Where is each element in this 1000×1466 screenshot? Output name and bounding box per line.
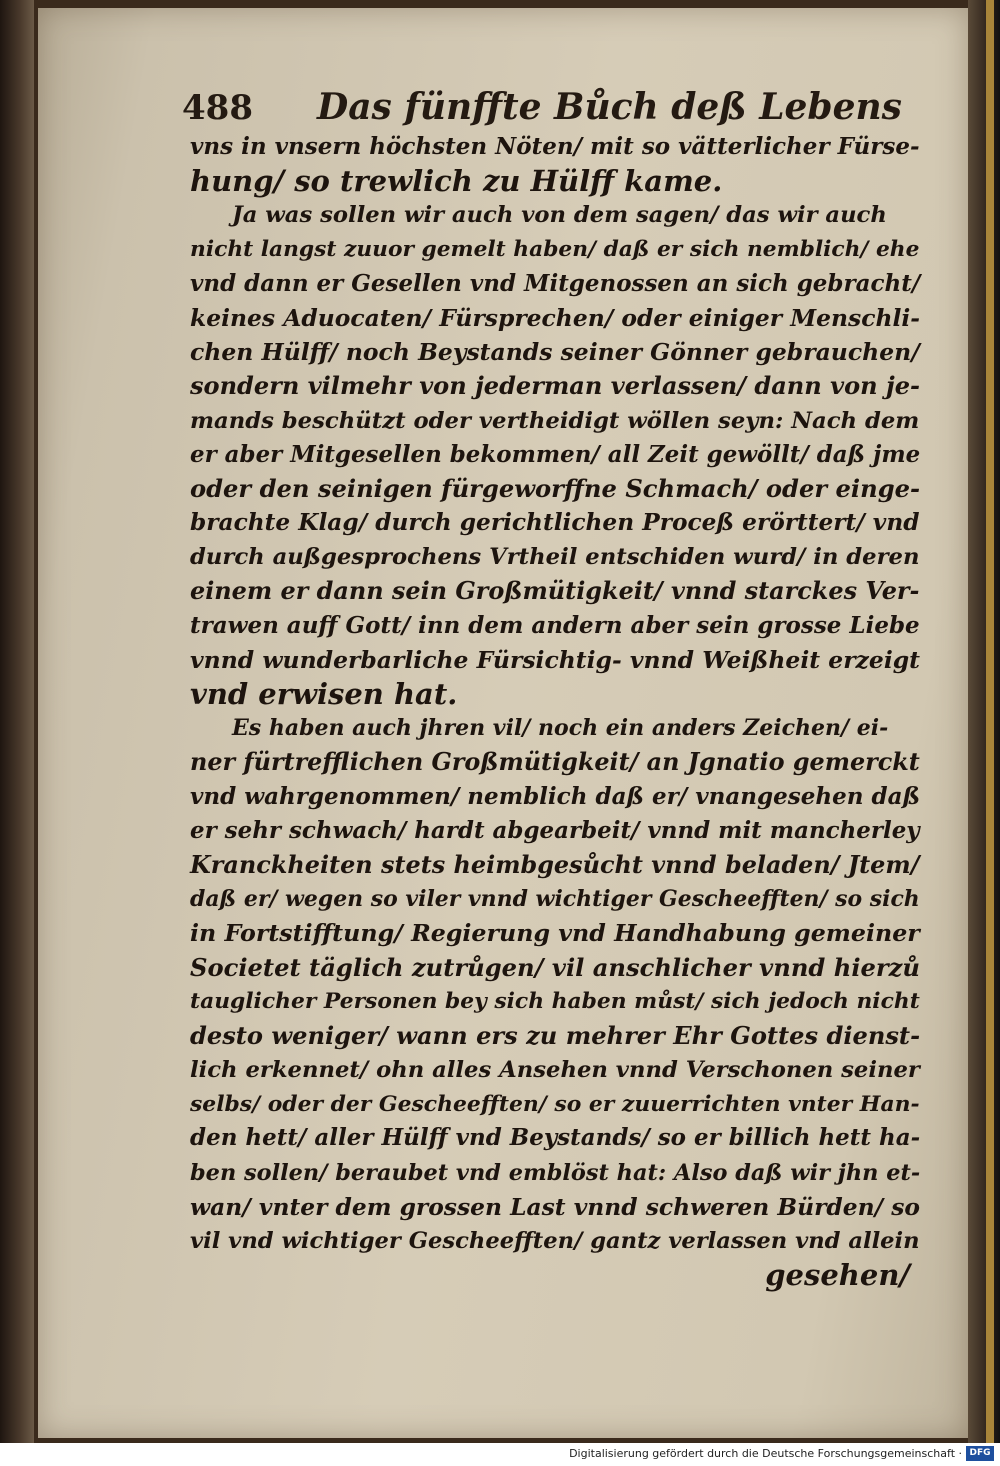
- text-line: oder den seinigen fürgeworffne Schmach/ oder einge-: [190, 473, 921, 503]
- text-line: hung/ so trewlich zu Hülff kame.: [190, 164, 723, 199]
- text-line: Societet täglich zutrůgen/ vil anschlicher vnnd hierzů: [190, 952, 920, 982]
- book-cover-edge: [968, 0, 1000, 1443]
- text-line: gesehen/: [765, 1258, 910, 1293]
- text-line: vnd dann er Gesellen vnd Mitgenossen an sich gebracht/: [190, 269, 921, 297]
- text-line: daß er/ wegen so viler vnnd wichtiger Gescheefften/ so sich: [190, 886, 920, 913]
- cover-gilt-strip: [986, 0, 994, 1443]
- text-line: lich erkennet/ ohn alles Ansehen vnnd Verschonen seiner: [190, 1057, 920, 1084]
- text-line: durch außgesprochens Vrtheil entschiden wurd/ in deren: [190, 544, 920, 571]
- text-line: nicht langst zuuor gemelt haben/ daß er sich nemblich/ ehe: [190, 236, 920, 262]
- dfg-logo[interactable]: DFG: [966, 1446, 994, 1461]
- text-line: vil vnd wichtiger Gescheefften/ gantz verlassen vnd allein: [190, 1228, 920, 1254]
- text-line: vnnd wunderbarliche Fürsichtig- vnnd Weißheit erzeigt: [190, 645, 920, 674]
- running-title: Das fünffte Bůch deß Lebens: [317, 86, 902, 128]
- text-line: sondern vilmehr von jederman verlassen/ dann von je-: [190, 371, 920, 401]
- text-line: mands beschützt oder vertheidigt wöllen seyn: Nach dem: [190, 407, 920, 434]
- page-header: [182, 84, 902, 132]
- text-line: trawen auff Gott/ inn dem andern aber sein grosse Liebe: [190, 611, 920, 639]
- book-binding-edge: [0, 0, 34, 1443]
- text-line: brachte Klag/ durch gerichtlichen Proceß erörttert/ vnd: [190, 509, 920, 537]
- text-line: vnd erwisen hat.: [190, 677, 458, 711]
- digitization-footer: [0, 1443, 1000, 1466]
- text-line: vnd wahrgenommen/ nemblich daß er/ vnangesehen daß: [190, 782, 921, 810]
- text-line: selbs/ oder der Gescheefften/ so er zuuerrichten vnter Han-: [190, 1091, 920, 1118]
- text-line: den hett/ aller Hülff vnd Beystands/ so er billich hett ha-: [190, 1124, 921, 1152]
- body-text: [190, 130, 920, 1292]
- text-line: in Fortstifftung/ Regierung vnd Handhabung gemeiner: [190, 919, 920, 948]
- text-line: keines Aduocaten/ Fürsprechen/ oder einiger Menschli-: [190, 303, 920, 332]
- text-line: ner fürtrefflichen Großmütigkeit/ an Jgnatio gemerckt: [190, 748, 920, 777]
- text-line: wan/ vnter dem grossen Last vnnd schweren Bürden/ so: [190, 1192, 920, 1221]
- text-line: ben sollen/ beraubet vnd emblöst hat: Also daß wir jhn et-: [190, 1159, 921, 1186]
- text-line: Ja was sollen wir auch von dem sagen/ das wir auch: [232, 202, 887, 229]
- text-line: vns in vnsern höchsten Nöten/ mit so vätterlicher Fürse-: [190, 133, 920, 160]
- text-line: desto weniger/ wann ers zu mehrer Ehr Gottes dienst-: [190, 1020, 921, 1050]
- text-line: tauglicher Personen bey sich haben můst/ sich jedoch nicht: [190, 988, 920, 1014]
- text-line: Es haben auch jhren vil/ noch ein anders Zeichen/ ei-: [232, 715, 889, 742]
- text-line: chen Hülff/ noch Beystands seiner Gönner gebrauchen/: [190, 338, 920, 367]
- page-number: 488: [182, 88, 253, 128]
- text-line: einem er dann sein Großmütigkeit/ vnnd starckes Ver-: [190, 577, 920, 606]
- funding-credit: Digitalisierung gefördert durch die Deutsche Forschungsgemeinschaft ·: [569, 1447, 962, 1460]
- text-line: er aber Mitgesellen bekommen/ all Zeit gewöllt/ daß jme: [190, 440, 921, 468]
- text-line: er sehr schwach/ hardt abgearbeit/ vnnd mit mancherley: [190, 816, 920, 844]
- text-line: Kranckheiten stets heimbgesůcht vnnd beladen/ Jtem/: [190, 850, 920, 879]
